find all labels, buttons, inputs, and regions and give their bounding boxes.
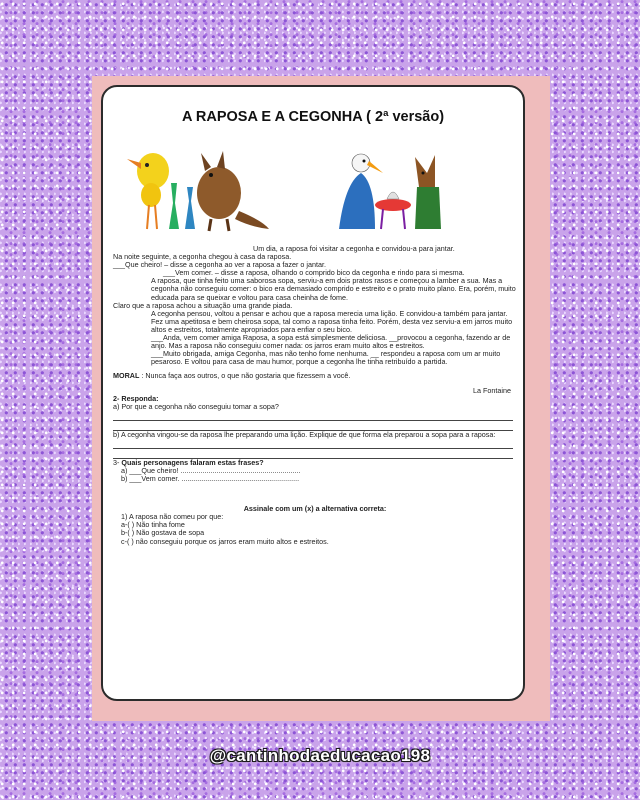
question-2-title: 2- Responda: xyxy=(113,393,159,403)
story-paragraph: A cegonha pensou, voltou a pensar e achou que a raposa merecia uma lição. E convidou-a também para jantar. Fez uma apetitosa e bem cheirosa sopa, tal como a raposa tinha feito. Porém, desta vez serviu-a em jarros muito altos e estreitos, totalmente apropriados para enfiar o seu bico. xyxy=(151,308,513,334)
story-paragraph: Um dia, a raposa foi visitar a cegonha e convidou-a para jantar. xyxy=(253,244,455,253)
option-b[interactable]: b-( ) Não gostava de sopa xyxy=(121,528,205,538)
story-paragraph: ___Muito obrigada, amiga Cegonha, mas não tenho fome nenhuma. __ respondeu a raposa com um ar muito pesaroso. E voltou para casa de mau humor, porque a cegonha lhe tinha retribuído a partida. xyxy=(151,349,501,367)
story-text xyxy=(113,245,517,546)
social-handle: @cantinhodaeducacao198 xyxy=(209,746,431,765)
option-a[interactable]: a-( ) Não tinha fome xyxy=(121,520,185,530)
worksheet-frame xyxy=(92,76,550,721)
question-2a: a) Por que a cegonha não conseguiu tomar a sopa? xyxy=(113,401,279,411)
story-paragraph: A raposa, que tinha feito uma saborosa sopa, serviu-a em dois pratos rasos e começou a lamber a sua. Mas a cegonha não conseguiu comer: o bico era demasiado comprido e estreito e o prato muito plano. Era, porém, muito educada para se queixar e voltou para casa cheinha de fome. xyxy=(151,276,516,302)
answer-line[interactable] xyxy=(113,439,513,449)
story-paragraph: ___Vem comer. – disse a raposa, olhando o comprido bico da cegonha e rindo para si mesma. xyxy=(163,268,465,278)
answer-line[interactable] xyxy=(113,411,513,421)
question-4-title: Assinale com um (x) a alternativa correta: xyxy=(243,504,387,514)
story-paragraph: Claro que a raposa achou a situação uma grande piada. xyxy=(113,300,293,310)
question-4-stem: 1) A raposa não comeu por que: xyxy=(121,512,224,522)
question-3a[interactable]: a) ___Que cheiro! ............................................................ xyxy=(121,465,301,475)
moral-text: : Nunca faça aos outros, o que não gostaria que fizessem a você. xyxy=(139,371,351,381)
moral xyxy=(113,372,517,380)
option-c[interactable]: c-( ) não conseguiu porque os jarros eram muito altos e estreitos. xyxy=(121,536,329,546)
story-paragraph: Na noite seguinte, a cegonha chegou à casa da raposa. xyxy=(113,252,292,262)
question-3-title: 3- Quais personagens falaram estas frases? xyxy=(113,457,264,467)
question-2b: b) A cegonha vingou-se da raposa lhe preparando uma lição. Explique de que forma ela preparou a sopa para a raposa: xyxy=(113,429,496,439)
stork-and-fox-at-table-illustration xyxy=(331,143,451,233)
story-paragraph: ___Anda, vem comer amiga Raposa, a sopa está simplesmente deliciosa. __provocou a cegonha, fazendo ar de anjo. Mas a raposa não conseguiu comer nada: os jarros eram muito altos e estreitos. xyxy=(151,333,511,351)
page-title: A RAPOSA E A CEGONHA ( 2ª versão) xyxy=(181,109,445,125)
fox-serving-stork-illustration xyxy=(123,143,273,233)
question-3b[interactable]: b) ___Vem comer. ........................................................... xyxy=(121,474,300,484)
author: La Fontaine xyxy=(473,385,511,395)
story-paragraph: ___Que cheiro! – disse a cegonha ao ver a raposa a fazer o jantar. xyxy=(113,260,326,270)
moral-label: MORAL xyxy=(113,371,140,381)
worksheet-page xyxy=(101,85,525,701)
